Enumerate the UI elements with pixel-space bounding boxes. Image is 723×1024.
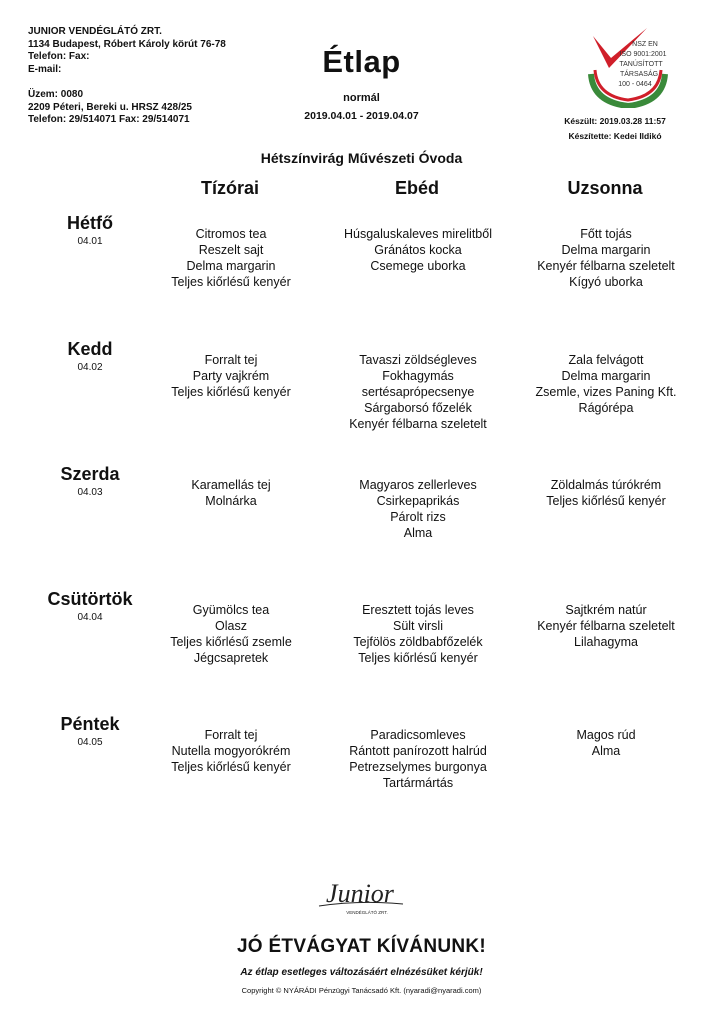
day-name: Péntek [60, 714, 120, 734]
menu-item: Teljes kiőrlésű kenyér [171, 385, 291, 399]
day-date: 04.02 [77, 362, 103, 373]
menu-item: Reszelt sajt [198, 243, 264, 257]
site-id: Üzem: 0080 [28, 89, 84, 100]
menu-item: Fokhagymás [382, 369, 454, 383]
menu-cell-ebed [313, 727, 523, 791]
menu-item: Csirkepaprikás [376, 494, 460, 508]
menu-item: Teljes kiőrlésű kenyér [171, 760, 291, 774]
created-timestamp: Készült: 2019.03.28 11:57 [564, 116, 666, 126]
day-date: 04.01 [77, 236, 103, 247]
menu-item: Csemege uborka [370, 259, 466, 273]
menu-item: Rágórépa [578, 401, 634, 415]
menu-item: Rántott panírozott halrúd [349, 744, 487, 758]
menu-item: Tartármártás [382, 776, 454, 790]
menu-item: Főtt tojás [580, 227, 632, 241]
change-note: Az étlap esetleges változásáért elnézésüket kérjük! [240, 967, 483, 978]
menu-item: Teljes kiőrlésű zsemle [170, 635, 292, 649]
menu-item: Húsgaluskaleves mirelitből [344, 227, 492, 241]
menu-cell-uzsonna [501, 602, 711, 650]
site-phone: Telefon: 29/514071 Fax: 29/514071 [28, 114, 190, 125]
menu-item: Teljes kiőrlésű kenyér [358, 651, 478, 665]
cert-line1: NSZ EN [632, 41, 658, 48]
day-name: Kedd [67, 339, 113, 359]
copyright: Copyright © NYÁRÁDI Pénzügyi Tanácsadó Kft. (nyaradi@nyaradi.com) [241, 986, 482, 995]
column-header-tizorai: Tízórai [200, 178, 259, 198]
menu-item: Párolt rizs [390, 510, 446, 524]
menu-item: Forralt tej [204, 353, 258, 367]
menu-item: Party vajkrém [192, 369, 270, 383]
day-date: 04.04 [77, 612, 103, 623]
created-by: Készítette: Kedei Ildikó [568, 131, 662, 141]
column-header-uzsonna: Uzsonna [567, 178, 643, 198]
menu-item: Delma margarin [186, 259, 276, 273]
date-range: 2019.04.01 - 2019.04.07 [304, 110, 419, 122]
menu-item: Gránátos kocka [374, 243, 462, 257]
menu-item: Tavaszi zöldségleves [359, 353, 477, 367]
day-name: Hétfő [67, 213, 113, 233]
menu-item: Zala felvágott [568, 353, 644, 367]
junior-logo [305, 876, 415, 918]
menu-item: Teljes kiőrlésű kenyér [171, 275, 291, 289]
menu-item: Sárgaborsó főzelék [364, 401, 472, 415]
menu-cell-uzsonna [501, 352, 711, 416]
menu-item: Eresztett tojás leves [362, 603, 474, 617]
menu-cell-uzsonna [501, 727, 711, 759]
menu-cell-tizorai [126, 226, 336, 290]
bon-appetit: JÓ ÉTVÁGYAT KÍVÁNUNK! [236, 936, 487, 957]
menu-item: Kenyér félbarna szeletelt [537, 619, 675, 633]
logo-subtitle: VENDÉGLÁTÓ ZRT. [346, 910, 388, 915]
menu-item: Molnárka [205, 494, 257, 508]
cert-line3: TANÚSÍTOTT [619, 61, 663, 68]
menu-item: Jégcsapretek [193, 651, 269, 665]
menu-cell-uzsonna [501, 226, 711, 290]
iso-certification-badge [585, 24, 671, 108]
site-address: 2209 Péteri, Bereki u. HRSZ 428/25 [28, 101, 192, 113]
menu-item: Zöldalmás túrókrém [550, 478, 662, 492]
menu-type: normál [343, 92, 380, 104]
cert-line5: 100 - 0464 [618, 81, 652, 88]
menu-cell-ebed [313, 477, 523, 541]
day-name: Szerda [60, 464, 120, 484]
created-info [540, 114, 690, 144]
company-address: 1134 Budapest, Róbert Károly körút 76-78 [28, 38, 226, 50]
menu-item: Magyaros zellerleves [359, 478, 477, 492]
day-date: 04.03 [77, 487, 103, 498]
menu-item: Alma [403, 526, 433, 540]
cert-line4: TÁRSASÁG [619, 71, 659, 78]
menu-item: Nutella mogyorókrém [171, 744, 291, 758]
menu-item: Forralt tej [204, 728, 258, 742]
menu-item: Paradicsomleves [370, 728, 466, 742]
menu-cell-tizorai [126, 352, 336, 400]
menu-cell-ebed [313, 226, 523, 274]
company-phone: Telefon: Fax: [28, 51, 90, 62]
menu-item: Tejfölös zöldbabfőzelék [353, 635, 483, 649]
menu-item: sertésaprópecsenye [361, 385, 475, 399]
menu-item: Karamellás tej [191, 478, 271, 492]
day-name: Csütörtök [47, 589, 133, 609]
company-name: JUNIOR VENDÉGLÁTÓ ZRT. [28, 26, 162, 37]
logo-wordmark: Junior [326, 879, 394, 908]
menu-item: Kenyér félbarna szeletelt [349, 417, 487, 431]
menu-cell-ebed [313, 352, 523, 432]
institution-name: Hétszínvirág Művészeti Óvoda [260, 150, 463, 166]
menu-item: Lilahagyma [574, 635, 638, 649]
menu-cell-ebed [313, 602, 523, 666]
menu-item: Olasz [215, 619, 247, 633]
menu-item: Citromos tea [195, 227, 267, 241]
menu-item: Petrezselymes burgonya [349, 760, 487, 774]
page-title: Étlap [322, 44, 401, 79]
menu-cell-tizorai [126, 477, 336, 509]
menu-item: Gyümölcs tea [192, 603, 270, 617]
day-date: 04.05 [77, 737, 103, 748]
menu-item: Sült virsli [392, 619, 443, 633]
menu-cell-uzsonna [501, 477, 711, 509]
menu-item: Sajtkrém natúr [565, 603, 647, 617]
menu-item: Kígyó uborka [569, 275, 643, 289]
menu-item: Magos rúd [576, 728, 636, 742]
cert-line2: ISO 9001:2001 [619, 51, 667, 58]
menu-item: Delma margarin [561, 243, 651, 257]
menu-item: Alma [591, 744, 621, 758]
menu-cell-tizorai [126, 602, 336, 666]
column-header-ebed: Ebéd [394, 178, 439, 198]
menu-item: Teljes kiőrlésű kenyér [546, 494, 666, 508]
menu-item: Kenyér félbarna szeletelt [537, 259, 675, 273]
menu-cell-tizorai [126, 727, 336, 775]
company-email: E-mail: [28, 63, 62, 75]
menu-item: Delma margarin [561, 369, 651, 383]
menu-item: Zsemle, vizes Paning Kft. [535, 385, 677, 399]
